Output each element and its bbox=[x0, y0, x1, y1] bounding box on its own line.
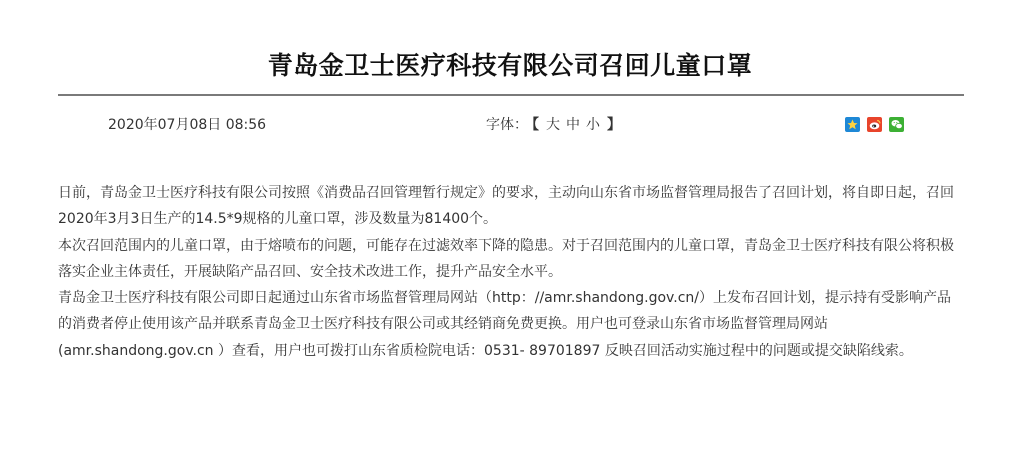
font-size-small[interactable]: 小 bbox=[586, 117, 600, 133]
font-size-close-bracket: 】 bbox=[607, 117, 621, 133]
qzone-share-icon[interactable] bbox=[845, 117, 860, 132]
article-paragraph: 本次召回范围内的儿童口罩，由于熔喷布的问题，可能存在过滤效率下降的隐患。对于召回范围内的儿童口罩，青岛金卫士医疗科技有限公将积极落实企业主体责任，开展缺陷产品召回、安全技术改进工作，提升产品安全水平。 bbox=[58, 237, 954, 280]
font-size-large[interactable]: 大 bbox=[546, 117, 560, 133]
font-size-open-bracket: 【 bbox=[532, 117, 539, 133]
article-title: 青岛金卫士医疗科技有限公司召回儿童口罩 bbox=[267, 51, 753, 80]
share-bar bbox=[845, 117, 904, 132]
font-size-selector bbox=[486, 114, 625, 134]
article-paragraph: 日前，青岛金卫士医疗科技有限公司按照《消费品召回管理暂行规定》的要求，主动向山东省市场监督管理局报告了召回计划，将自即日起，召回2020年3月3日生产的14.5*9规格的儿童口罩，涉及数量为81400个。 bbox=[58, 185, 954, 228]
article-paragraph: 青岛金卫士医疗科技有限公司即日起通过山东省市场监督管理局网站（http：//amr.shandong.gov.cn/）上发布召回计划，提示持有受影响产品的消费者停止使用该产品并联系青岛金卫士医疗科技有限公司或其经销商免费更换。用户也可登录山东省市场监督管理局网站(amr.shandong.gov.cn ）查看，用户也可拨打山东省质检院电话：0531- 89701897 反映召回活动实施过程中的问题或提交缺陷线索。 bbox=[58, 290, 951, 359]
publish-date: 2020年07月08日 08:56 bbox=[108, 117, 267, 133]
wechat-share-icon[interactable] bbox=[889, 117, 904, 132]
font-size-label: 字体： bbox=[486, 117, 528, 133]
title-divider bbox=[58, 94, 964, 96]
weibo-share-icon[interactable] bbox=[867, 117, 882, 132]
font-size-medium[interactable]: 中 bbox=[566, 117, 580, 133]
article-body bbox=[58, 180, 964, 364]
